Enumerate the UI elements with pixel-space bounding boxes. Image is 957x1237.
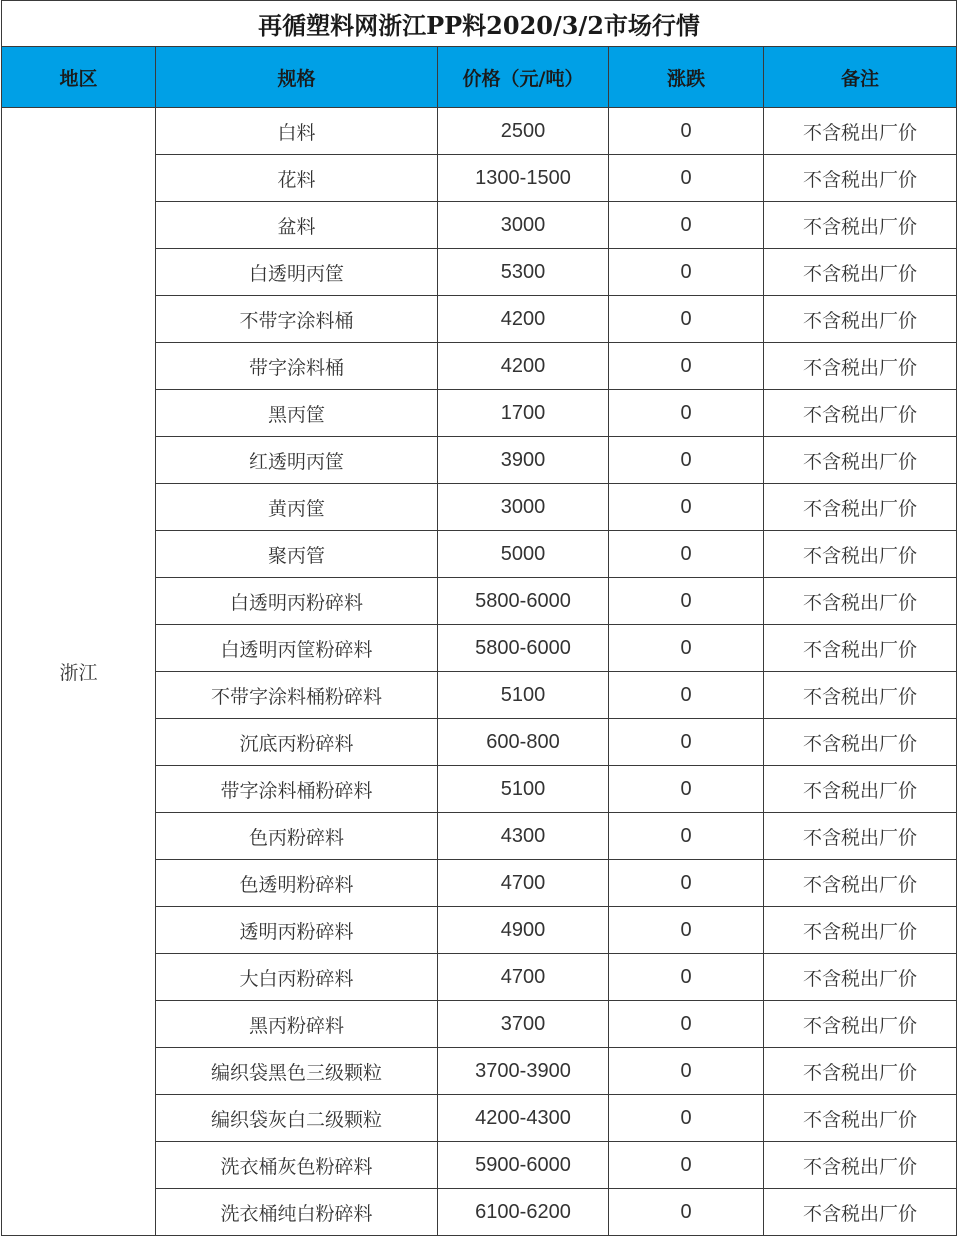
price-cell: 2500 bbox=[438, 108, 609, 155]
column-header-spec: 规格 bbox=[156, 47, 438, 108]
price-cell: 5100 bbox=[438, 766, 609, 813]
price-cell: 6100-6200 bbox=[438, 1189, 609, 1236]
note-cell: 不含税出厂价 bbox=[764, 1189, 957, 1236]
spec-cell: 洗衣桶灰色粉碎料 bbox=[156, 1142, 438, 1189]
change-cell: 0 bbox=[609, 437, 764, 484]
note-cell: 不含税出厂价 bbox=[764, 296, 957, 343]
change-cell: 0 bbox=[609, 1095, 764, 1142]
price-cell: 5800-6000 bbox=[438, 578, 609, 625]
note-cell: 不含税出厂价 bbox=[764, 907, 957, 954]
spec-cell: 白透明丙筐粉碎料 bbox=[156, 625, 438, 672]
spec-cell: 聚丙管 bbox=[156, 531, 438, 578]
table-row bbox=[2, 108, 957, 155]
price-cell: 5900-6000 bbox=[438, 1142, 609, 1189]
note-cell: 不含税出厂价 bbox=[764, 484, 957, 531]
price-cell: 4700 bbox=[438, 954, 609, 1001]
price-cell: 3700-3900 bbox=[438, 1048, 609, 1095]
spec-cell: 白料 bbox=[156, 108, 438, 155]
spec-cell: 带字涂料桶 bbox=[156, 343, 438, 390]
price-cell: 3700 bbox=[438, 1001, 609, 1048]
price-cell: 5000 bbox=[438, 531, 609, 578]
change-cell: 0 bbox=[609, 484, 764, 531]
note-cell: 不含税出厂价 bbox=[764, 766, 957, 813]
price-cell: 4300 bbox=[438, 813, 609, 860]
note-cell: 不含税出厂价 bbox=[764, 155, 957, 202]
spec-cell: 花料 bbox=[156, 155, 438, 202]
spec-cell: 色透明粉碎料 bbox=[156, 860, 438, 907]
spec-cell: 黑丙筐 bbox=[156, 390, 438, 437]
spec-cell: 白透明丙粉碎料 bbox=[156, 578, 438, 625]
spec-cell: 黑丙粉碎料 bbox=[156, 1001, 438, 1048]
column-header-region: 地区 bbox=[2, 47, 156, 108]
spec-cell: 盆料 bbox=[156, 202, 438, 249]
change-cell: 0 bbox=[609, 296, 764, 343]
change-cell: 0 bbox=[609, 1001, 764, 1048]
spec-cell: 大白丙粉碎料 bbox=[156, 954, 438, 1001]
note-cell: 不含税出厂价 bbox=[764, 860, 957, 907]
spec-cell: 带字涂料桶粉碎料 bbox=[156, 766, 438, 813]
change-cell: 0 bbox=[609, 860, 764, 907]
price-table bbox=[1, 0, 957, 1236]
price-cell: 3000 bbox=[438, 484, 609, 531]
price-cell: 4200 bbox=[438, 343, 609, 390]
note-cell: 不含税出厂价 bbox=[764, 343, 957, 390]
change-cell: 0 bbox=[609, 719, 764, 766]
note-cell: 不含税出厂价 bbox=[764, 531, 957, 578]
price-cell: 4900 bbox=[438, 907, 609, 954]
spec-cell: 色丙粉碎料 bbox=[156, 813, 438, 860]
header-row bbox=[2, 47, 957, 108]
change-cell: 0 bbox=[609, 249, 764, 296]
change-cell: 0 bbox=[609, 578, 764, 625]
spec-cell: 沉底丙粉碎料 bbox=[156, 719, 438, 766]
spec-cell: 红透明丙筐 bbox=[156, 437, 438, 484]
note-cell: 不含税出厂价 bbox=[764, 1095, 957, 1142]
change-cell: 0 bbox=[609, 672, 764, 719]
change-cell: 0 bbox=[609, 1189, 764, 1236]
price-cell: 3000 bbox=[438, 202, 609, 249]
price-cell: 5100 bbox=[438, 672, 609, 719]
spec-cell: 不带字涂料桶 bbox=[156, 296, 438, 343]
change-cell: 0 bbox=[609, 343, 764, 390]
note-cell: 不含税出厂价 bbox=[764, 1001, 957, 1048]
price-cell: 3900 bbox=[438, 437, 609, 484]
spec-cell: 白透明丙筐 bbox=[156, 249, 438, 296]
note-cell: 不含税出厂价 bbox=[764, 437, 957, 484]
spec-cell: 不带字涂料桶粉碎料 bbox=[156, 672, 438, 719]
spec-cell: 编织袋灰白二级颗粒 bbox=[156, 1095, 438, 1142]
column-header-note: 备注 bbox=[764, 47, 957, 108]
region-cell: 浙江 bbox=[2, 108, 156, 1236]
note-cell: 不含税出厂价 bbox=[764, 249, 957, 296]
change-cell: 0 bbox=[609, 907, 764, 954]
table-body bbox=[2, 108, 957, 1236]
note-cell: 不含税出厂价 bbox=[764, 1142, 957, 1189]
change-cell: 0 bbox=[609, 531, 764, 578]
change-cell: 0 bbox=[609, 1048, 764, 1095]
price-cell: 4200-4300 bbox=[438, 1095, 609, 1142]
change-cell: 0 bbox=[609, 766, 764, 813]
column-header-change: 涨跌 bbox=[609, 47, 764, 108]
price-cell: 5300 bbox=[438, 249, 609, 296]
note-cell: 不含税出厂价 bbox=[764, 390, 957, 437]
change-cell: 0 bbox=[609, 108, 764, 155]
note-cell: 不含税出厂价 bbox=[764, 813, 957, 860]
note-cell: 不含税出厂价 bbox=[764, 625, 957, 672]
spec-cell: 透明丙粉碎料 bbox=[156, 907, 438, 954]
note-cell: 不含税出厂价 bbox=[764, 202, 957, 249]
page-title: 再循塑料网浙江PP料2020/3/2市场行情 bbox=[2, 1, 957, 47]
spec-cell: 洗衣桶纯白粉碎料 bbox=[156, 1189, 438, 1236]
note-cell: 不含税出厂价 bbox=[764, 672, 957, 719]
note-cell: 不含税出厂价 bbox=[764, 954, 957, 1001]
change-cell: 0 bbox=[609, 390, 764, 437]
price-cell: 4200 bbox=[438, 296, 609, 343]
change-cell: 0 bbox=[609, 202, 764, 249]
note-cell: 不含税出厂价 bbox=[764, 719, 957, 766]
change-cell: 0 bbox=[609, 155, 764, 202]
price-cell: 4700 bbox=[438, 860, 609, 907]
note-cell: 不含税出厂价 bbox=[764, 108, 957, 155]
change-cell: 0 bbox=[609, 625, 764, 672]
change-cell: 0 bbox=[609, 813, 764, 860]
spec-cell: 黄丙筐 bbox=[156, 484, 438, 531]
change-cell: 0 bbox=[609, 1142, 764, 1189]
note-cell: 不含税出厂价 bbox=[764, 578, 957, 625]
note-cell: 不含税出厂价 bbox=[764, 1048, 957, 1095]
change-cell: 0 bbox=[609, 954, 764, 1001]
price-cell: 600-800 bbox=[438, 719, 609, 766]
price-cell: 5800-6000 bbox=[438, 625, 609, 672]
column-header-price: 价格（元/吨） bbox=[438, 47, 609, 108]
spec-cell: 编织袋黑色三级颗粒 bbox=[156, 1048, 438, 1095]
price-cell: 1300-1500 bbox=[438, 155, 609, 202]
price-cell: 1700 bbox=[438, 390, 609, 437]
